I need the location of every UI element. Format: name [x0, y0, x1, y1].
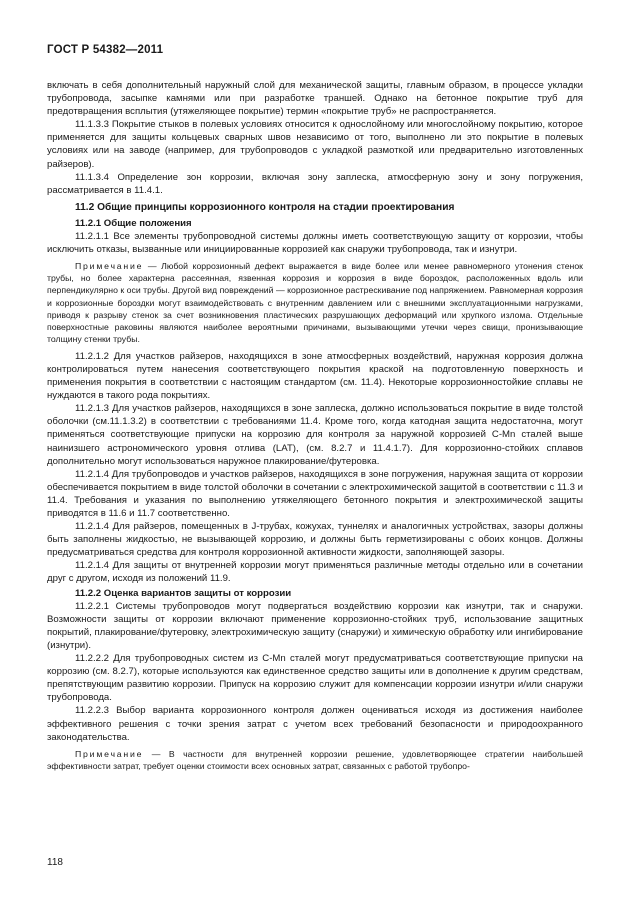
section-heading: 11.2.1 Общие положения [75, 217, 192, 229]
paragraph: 11.2.1.4 Для трубопроводов и участков райзеров, находящихся в зоне погружения, наружная защита от коррозии обеспечивается покрытием в виде толстой оболочки в сочетании с электрохимической защитой в соответствии с 11.3 и 11.4. Требования и указания по выполнению утяжеляющего бетонного покрытия и электрохимической защиты приводятся в 11.6 и 11.7 соответственно. [47, 468, 583, 519]
note-label: Примечание [75, 748, 144, 759]
note-label: Примечание [75, 261, 144, 272]
section-heading: 11.2.2 Оценка вариантов защиты от коррозии [75, 587, 292, 599]
page-number: 118 [47, 857, 63, 868]
note-text: — В частности для внутренней коррозии решение, удовлетворяющее стратегии наибольшей эффективности затрат, требует оценки стоимости всех основных затрат, связанных с работой трубопро- [47, 748, 583, 771]
paragraph: 11.1.3.4 Определение зон коррозии, включая зону заплеска, атмосферную зону и зону погружения, рассматривается в 11.4.1. [47, 171, 583, 196]
note-paragraph [47, 260, 583, 345]
paragraph: включать в себя дополнительный наружный слой для механической защиты, главным образом, в процессе укладки трубопровода, засыпке камнями или при разработке траншей. Однако на бетонное покрытие труб для предотвращения всплытия (утяжеляющее покрытие) термин «покрытие труб» не распространяется. [47, 80, 583, 118]
paragraph: 11.2.1.4 Для райзеров, помещенных в J-трубах, кожухах, туннелях и аналогичных устройствах, зазоры должны быть заполнены жидкостью, не вызывающей коррозию, и должны быть герметизированы с обоих концов. Должны предусматриваться средства для контроля коррозионной активности жидкости, заполняющей зазоры. [47, 521, 583, 559]
document-body [47, 79, 583, 777]
paragraph: 11.1.3.3 Покрытие стыков в полевых условиях относится к однослойному или многослойному покрытию, которое применяется для защиты кольцевых сварных швов независимо от того, выполнено ли это покрытие в полевых условиях или на заводе (например, для трубопроводов с укладкой размоткой или предварительно изготовленных райзеров). [47, 119, 583, 170]
paragraph: 11.2.1.4 Для защиты от внутренней коррозии могут применяться различные методы отдельно или в сочетании друг с другом, исходя из положений 11.9. [47, 560, 583, 585]
note-text: — Любой коррозионный дефект выражается в виде более или менее равномерного утонения стенок трубы, но более характерна рассеянная, язвенная коррозия и коррозия в виде бороздок, расположенных вдоль или перпендикулярно к оси трубы. Другой вид повреждений — коррозионное растрескивание под напряжением. Равномерная коррозия и коррозионные бороздки могут взаимодействовать с внутренним давлением или с внешними эксплуатационными нагрузками, приводя к разрыву стенок за счет возникновения пластических разрушающих деформаций или хрупкого излома. Отдельные поверхностные раковины являются наиболее вероятными причинами, вызывающими утечки через свищи, пронизывающие толщину стенки трубы. [47, 261, 583, 344]
paragraph: 11.2.2.1 Системы трубопроводов могут подвергаться воздействию коррозии как изнутри, так и снаружи. Возможности защиты от коррозии включают применение коррозионно-стойких труб, использование защитных покрытий, плакирование/футеровку, электрохимическую защиту (снаружи) и химическую обработку или ингибирование (изнутри). [47, 600, 583, 651]
document-header: ГОСТ Р 54382—2011 [47, 44, 164, 56]
paragraph: 11.2.1.2 Для участков райзеров, находящихся в зоне атмосферных воздействий, наружная коррозия должна контролироваться путем нанесения соответствующего покрытия краской на подготовленную поверхность и применения покрытия в соответствии с настоящим стандартом (см. 11.4). Некоторые коррозионностойкие сплавы не нуждаются в такого рода покрытиях. [47, 350, 583, 402]
paragraph: 11.2.1.3 Для участков райзеров, находящихся в зоне заплеска, должно использоваться покрытие в виде толстой оболочки (см.11.1.3.2) в соответствии с требованиями 11.4. Кроме того, когда катодная защита недостаточна, могут применяться соответствующие припуски на коррозию для контроля за наружной коррозией C-Mn сталей выше наинизшего астрономического уровня отлива (LAT), (см. 8.2.7 и 11.4.1.7). Для коррозионно-стойких сплавов дополнительно могут использоваться наружное плакирование/футеровка. [47, 403, 583, 467]
section-heading: 11.2 Общие принципы коррозионного контроля на стадии проектирования [75, 201, 455, 213]
paragraph: 11.2.1.1 Все элементы трубопроводной системы должны иметь соответствующую защиту от коррозии, чтобы исключить отказы, вызванные или инициированные коррозией как снаружи трубопровода, так и изнутри. [47, 231, 583, 256]
note-paragraph [47, 748, 583, 772]
paragraph: 11.2.2.3 Выбор варианта коррозионного контроля должен оцениваться исходя из достижения наиболее эффективного решения с точки зрения затрат с учетом всех требований безопасности и природоохранного законодательства. [47, 705, 583, 743]
paragraph: 11.2.2.2 Для трубопроводных систем из C-Mn сталей могут предусматриваться соответствующие припуски на коррозию (см. 8.2.7), которые используются как единственное средство защиты или в дополнение к другим средствам, препятствующим развитию коррозии. Припуск на коррозию служит для компенсации коррозии изнутри и/или снаружи трубопровода. [47, 653, 583, 704]
